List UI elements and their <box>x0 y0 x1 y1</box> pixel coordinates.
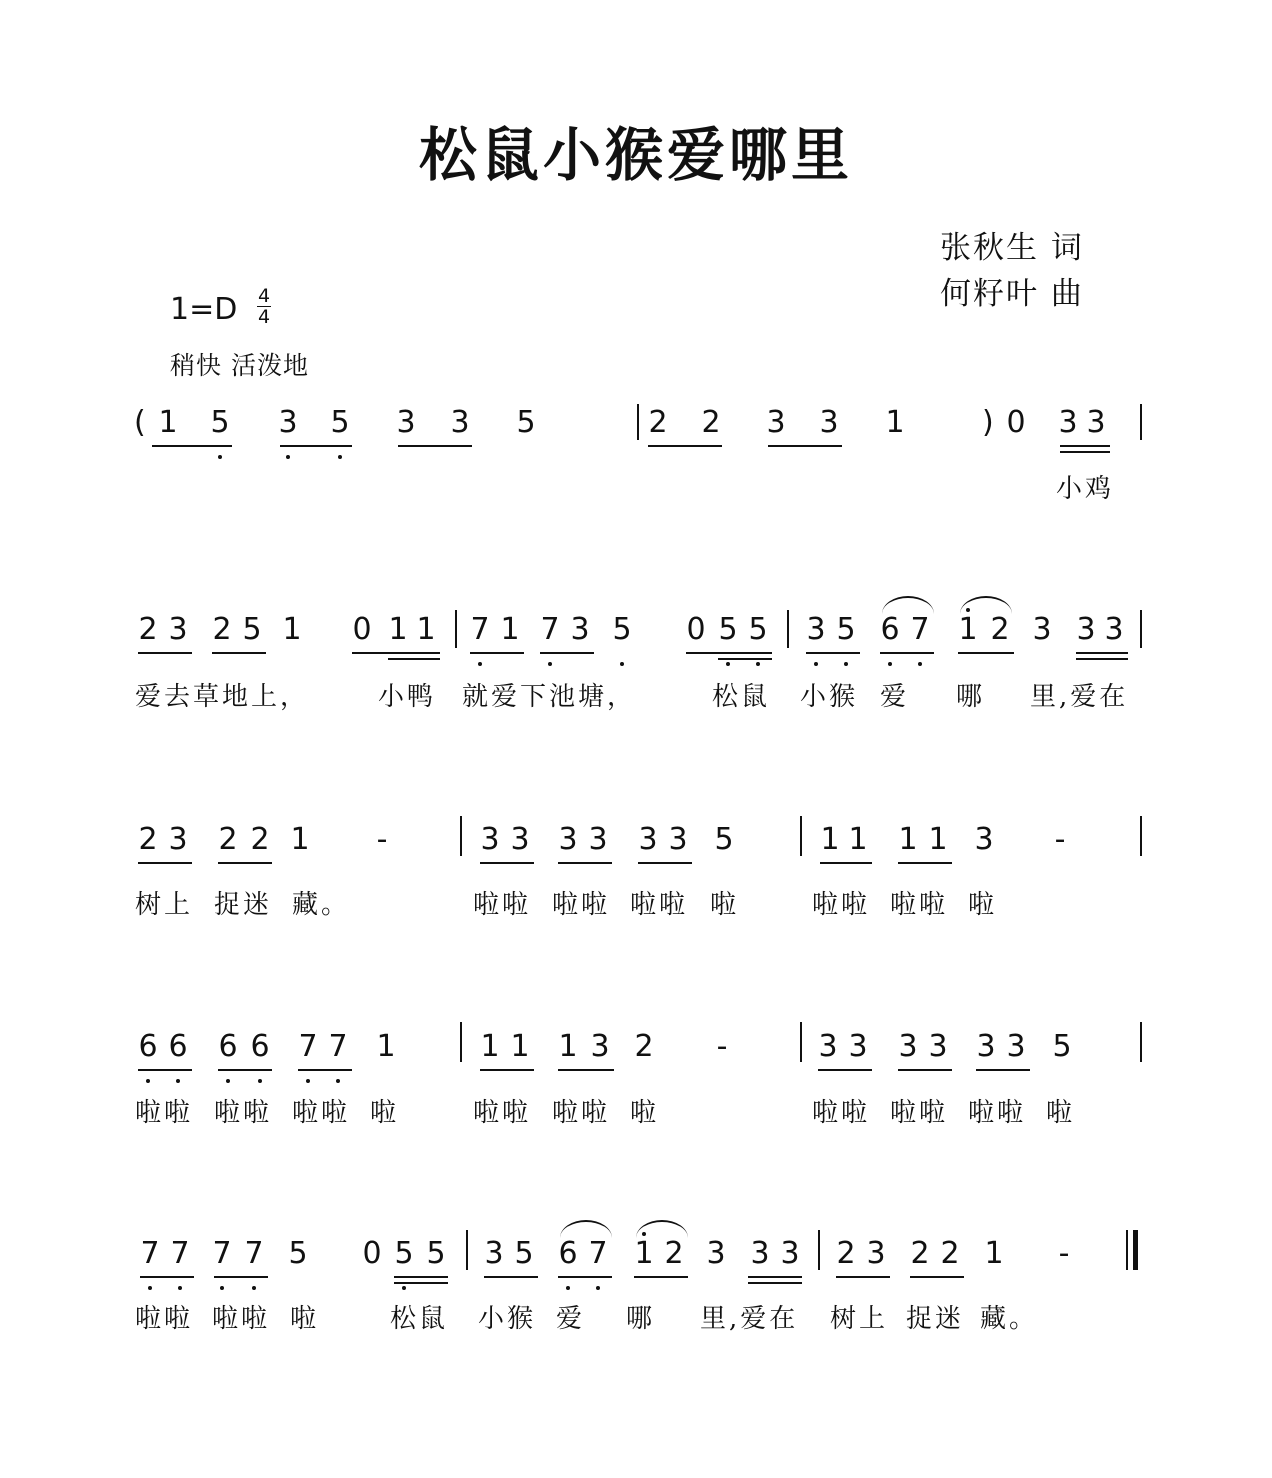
note: 6 <box>138 1029 158 1064</box>
octave-dot-low <box>146 1079 150 1083</box>
note: 5 <box>288 1236 308 1271</box>
note: 5 <box>748 612 768 647</box>
lyric: 爱去草地上， <box>135 682 310 712</box>
note: 1 <box>958 612 978 647</box>
note: 1 <box>634 1236 654 1271</box>
beam-underline-double <box>1060 451 1110 453</box>
lyric: 树上 <box>830 1304 889 1334</box>
octave-dot-low <box>756 662 760 666</box>
note: 3 <box>590 1029 610 1064</box>
lyric: 哪 <box>956 682 986 712</box>
octave-dot-low <box>844 662 848 666</box>
note: 1 <box>290 822 310 857</box>
beam-underline <box>958 652 1014 654</box>
note: 6 <box>558 1236 578 1271</box>
octave-dot-low <box>148 1286 152 1290</box>
note: - <box>376 822 388 857</box>
barline <box>1140 610 1142 648</box>
octave-dot-low <box>306 1079 310 1083</box>
lyric: 啦啦 <box>292 1098 351 1128</box>
note: 5 <box>210 405 230 440</box>
note: 3 <box>570 612 590 647</box>
note: 3 <box>638 822 658 857</box>
barline <box>1140 816 1142 856</box>
note: 5 <box>718 612 738 647</box>
slur <box>882 596 934 614</box>
octave-dot-low <box>178 1286 182 1290</box>
lyric: 爱 <box>880 682 910 712</box>
note: 3 <box>1006 1029 1026 1064</box>
octave-dot-low <box>338 455 342 459</box>
note: 5 <box>836 612 856 647</box>
beam-underline <box>484 1276 538 1278</box>
note: 3 <box>1104 612 1124 647</box>
note: 5 <box>426 1236 446 1271</box>
note: 7 <box>244 1236 264 1271</box>
lyric: 藏。 <box>292 890 351 920</box>
beam-underline <box>818 1069 872 1071</box>
note: 3 <box>928 1029 948 1064</box>
lyric: 啦啦 <box>473 1098 532 1128</box>
lyric: 啦 <box>1046 1098 1076 1128</box>
beam-underline-double <box>394 1282 448 1284</box>
octave-dot-low <box>336 1079 340 1083</box>
note: 3 <box>1076 612 1096 647</box>
note: 3 <box>780 1236 800 1271</box>
beam-underline <box>298 1069 352 1071</box>
octave-dot-low <box>814 662 818 666</box>
note: 2 <box>212 612 232 647</box>
lyricist-credit: 张秋生 词 <box>940 230 1084 266</box>
lyric: 啦啦 <box>890 890 949 920</box>
barline <box>818 1230 820 1270</box>
beam-underline <box>648 445 722 447</box>
slur <box>636 1220 688 1238</box>
lyric: 小猴 <box>478 1304 537 1334</box>
beam-underline <box>836 1276 890 1278</box>
note: 5 <box>1052 1029 1072 1064</box>
barline <box>1140 1022 1142 1062</box>
note: 7 <box>540 612 560 647</box>
lyric: 就爱下池塘， <box>462 682 637 712</box>
note: 3 <box>974 822 994 857</box>
beam-underline <box>152 445 232 447</box>
note: 6 <box>250 1029 270 1064</box>
note: 2 <box>634 1029 654 1064</box>
barline <box>1140 404 1142 440</box>
beam-underline <box>898 862 952 864</box>
note: 3 <box>168 612 188 647</box>
note: 2 <box>250 822 270 857</box>
barline <box>800 816 802 856</box>
note: 1 <box>885 405 905 440</box>
note: 2 <box>648 405 668 440</box>
beam-underline <box>394 1276 448 1278</box>
note: - <box>1054 822 1066 857</box>
octave-dot-low <box>258 1079 262 1083</box>
octave-dot-low <box>596 1286 600 1290</box>
note: 3 <box>450 405 470 440</box>
note: 7 <box>328 1029 348 1064</box>
octave-dot-low <box>176 1079 180 1083</box>
note: 6 <box>218 1029 238 1064</box>
note: 3 <box>818 1029 838 1064</box>
beam-underline <box>140 1276 194 1278</box>
lyric: 松鼠 <box>390 1304 449 1334</box>
note: 3 <box>1032 612 1052 647</box>
time-signature <box>256 286 272 327</box>
beam-underline <box>218 862 272 864</box>
octave-dot-low <box>620 662 624 666</box>
lyric: 啦啦 <box>135 1304 194 1334</box>
lyric: 啦啦 <box>968 1098 1027 1128</box>
lyric: 捉迷 <box>906 1304 965 1334</box>
lyric: 啦啦 <box>890 1098 949 1128</box>
note: 2 <box>138 822 158 857</box>
octave-dot-low <box>888 662 892 666</box>
note: 3 <box>480 822 500 857</box>
beam-underline <box>398 445 472 447</box>
beam-underline <box>880 652 934 654</box>
beam-underline-double <box>1076 658 1128 660</box>
tempo-marking: 稍快 活泼地 <box>170 351 309 380</box>
lyric: 小鸡 <box>1056 474 1115 504</box>
beam-underline <box>138 1069 192 1071</box>
note: 3 <box>510 822 530 857</box>
note: 2 <box>990 612 1010 647</box>
note: 2 <box>218 822 238 857</box>
beam-underline <box>820 862 872 864</box>
beam-underline <box>638 862 692 864</box>
lyric: 捉迷 <box>214 890 273 920</box>
beam-underline <box>138 652 192 654</box>
beam-underline-double <box>388 658 440 660</box>
lyric: 啦啦 <box>812 890 871 920</box>
beam-underline <box>634 1276 688 1278</box>
note: 3 <box>898 1029 918 1064</box>
beam-underline <box>218 1069 272 1071</box>
octave-dot-low <box>220 1286 224 1290</box>
note: 5 <box>394 1236 414 1271</box>
note: 1 <box>282 612 302 647</box>
note: 3 <box>750 1236 770 1271</box>
lyric: 松鼠 <box>712 682 771 712</box>
note: 3 <box>668 822 688 857</box>
note: 1 <box>510 1029 530 1064</box>
note: 7 <box>170 1236 190 1271</box>
lyric: 里,爱在 <box>1030 682 1129 712</box>
note: 5 <box>516 405 536 440</box>
note: 1 <box>848 822 868 857</box>
note: 0 <box>1006 405 1026 440</box>
note: 0 <box>686 612 706 647</box>
note: 1 <box>898 822 918 857</box>
lyric: 啦啦 <box>212 1304 271 1334</box>
lyric: 啦啦 <box>812 1098 871 1128</box>
lyric: 啦 <box>968 890 998 920</box>
time-sig-bottom: 4 <box>257 306 271 328</box>
note: - <box>1058 1236 1070 1271</box>
lyric: 哪 <box>626 1304 656 1334</box>
octave-dot-low <box>286 455 290 459</box>
note: 3 <box>278 405 298 440</box>
lyric: 啦 <box>290 1304 320 1334</box>
note: 1 <box>928 822 948 857</box>
barline <box>787 610 789 648</box>
note: 2 <box>940 1236 960 1271</box>
final-barline-thick <box>1133 1230 1138 1270</box>
final-barline-thin <box>1126 1230 1128 1270</box>
note: 5 <box>714 822 734 857</box>
octave-dot-low <box>548 662 552 666</box>
lyric: 啦啦 <box>552 1098 611 1128</box>
note: 1 <box>376 1029 396 1064</box>
note: 1 <box>500 612 520 647</box>
note: 3 <box>396 405 416 440</box>
note: 5 <box>242 612 262 647</box>
octave-dot-low <box>252 1286 256 1290</box>
barline <box>637 404 639 440</box>
beam-underline <box>558 1276 612 1278</box>
note: 3 <box>588 822 608 857</box>
beam-underline <box>686 652 772 654</box>
slur <box>960 596 1012 614</box>
song-title: 松鼠小猴爱哪里 <box>418 121 853 189</box>
lyric: 啦啦 <box>214 1098 273 1128</box>
note: 1 <box>480 1029 500 1064</box>
octave-dot-low <box>218 455 222 459</box>
lyric: 树上 <box>135 890 194 920</box>
octave-dot-low <box>478 662 482 666</box>
note: 3 <box>848 1029 868 1064</box>
beam-underline <box>138 862 192 864</box>
beam-underline <box>480 1069 534 1071</box>
lyric: 啦啦 <box>552 890 611 920</box>
beam-underline <box>214 1276 268 1278</box>
lyric: 里,爱在 <box>700 1304 799 1334</box>
barline <box>460 816 462 856</box>
beam-underline <box>898 1069 952 1071</box>
beam-underline <box>1076 652 1128 654</box>
lyric: 小猴 <box>800 682 859 712</box>
barline <box>800 1022 802 1062</box>
lyric: 啦 <box>370 1098 400 1128</box>
barline <box>455 610 457 648</box>
beam-underline <box>540 652 594 654</box>
beam-underline <box>806 652 860 654</box>
note: 7 <box>910 612 930 647</box>
note: 1 <box>558 1029 578 1064</box>
note: 2 <box>138 612 158 647</box>
beam-underline <box>280 445 352 447</box>
note: 5 <box>514 1236 534 1271</box>
note: 2 <box>664 1236 684 1271</box>
beam-underline <box>748 1276 802 1278</box>
beam-underline <box>558 862 612 864</box>
lyric: 啦啦 <box>473 890 532 920</box>
note: 3 <box>766 405 786 440</box>
note: 1 <box>416 612 436 647</box>
note: 3 <box>1058 405 1078 440</box>
note: - <box>716 1029 728 1064</box>
note: 3 <box>484 1236 504 1271</box>
paren: ) <box>982 405 994 440</box>
beam-underline <box>352 652 440 654</box>
composer-credit: 何籽叶 曲 <box>940 276 1084 312</box>
lyric: 啦啦 <box>135 1098 194 1128</box>
note: 0 <box>362 1236 382 1271</box>
note: 7 <box>140 1236 160 1271</box>
beam-underline <box>558 1069 614 1071</box>
note: 5 <box>330 405 350 440</box>
paren: ( <box>134 405 146 440</box>
octave-dot-low <box>226 1079 230 1083</box>
note: 2 <box>910 1236 930 1271</box>
note: 3 <box>706 1236 726 1271</box>
note: 3 <box>558 822 578 857</box>
slur <box>560 1220 612 1238</box>
octave-dot-low <box>726 662 730 666</box>
beam-underline <box>976 1069 1030 1071</box>
note: 6 <box>168 1029 188 1064</box>
beam-underline-double <box>748 1282 802 1284</box>
note: 7 <box>588 1236 608 1271</box>
note: 3 <box>866 1236 886 1271</box>
lyric: 啦啦 <box>630 890 689 920</box>
note: 3 <box>819 405 839 440</box>
octave-dot-low <box>566 1286 570 1290</box>
lyric: 爱 <box>556 1304 586 1334</box>
note: 1 <box>388 612 408 647</box>
note: 1 <box>820 822 840 857</box>
note: 7 <box>212 1236 232 1271</box>
octave-dot-low <box>402 1286 406 1290</box>
lyric: 藏。 <box>980 1304 1039 1334</box>
barline <box>466 1230 468 1270</box>
note: 7 <box>470 612 490 647</box>
lyric: 啦 <box>710 890 740 920</box>
note: 5 <box>612 612 632 647</box>
note: 1 <box>158 405 178 440</box>
note: 0 <box>352 612 372 647</box>
beam-underline <box>1060 445 1110 447</box>
note: 6 <box>880 612 900 647</box>
lyric: 啦 <box>630 1098 660 1128</box>
beam-underline <box>212 652 266 654</box>
key-signature: 1=D <box>170 292 238 327</box>
note: 7 <box>298 1029 318 1064</box>
note: 2 <box>701 405 721 440</box>
note: 3 <box>806 612 826 647</box>
beam-underline <box>470 652 524 654</box>
beam-underline <box>910 1276 964 1278</box>
lyric: 小鸭 <box>378 682 437 712</box>
note: 3 <box>976 1029 996 1064</box>
barline <box>460 1022 462 1062</box>
time-sig-top: 4 <box>257 285 271 307</box>
beam-underline <box>480 862 534 864</box>
note: 3 <box>168 822 188 857</box>
octave-dot-low <box>918 662 922 666</box>
beam-underline-double <box>718 658 772 660</box>
note: 3 <box>1086 405 1106 440</box>
note: 2 <box>836 1236 856 1271</box>
beam-underline <box>768 445 842 447</box>
note: 1 <box>984 1236 1004 1271</box>
